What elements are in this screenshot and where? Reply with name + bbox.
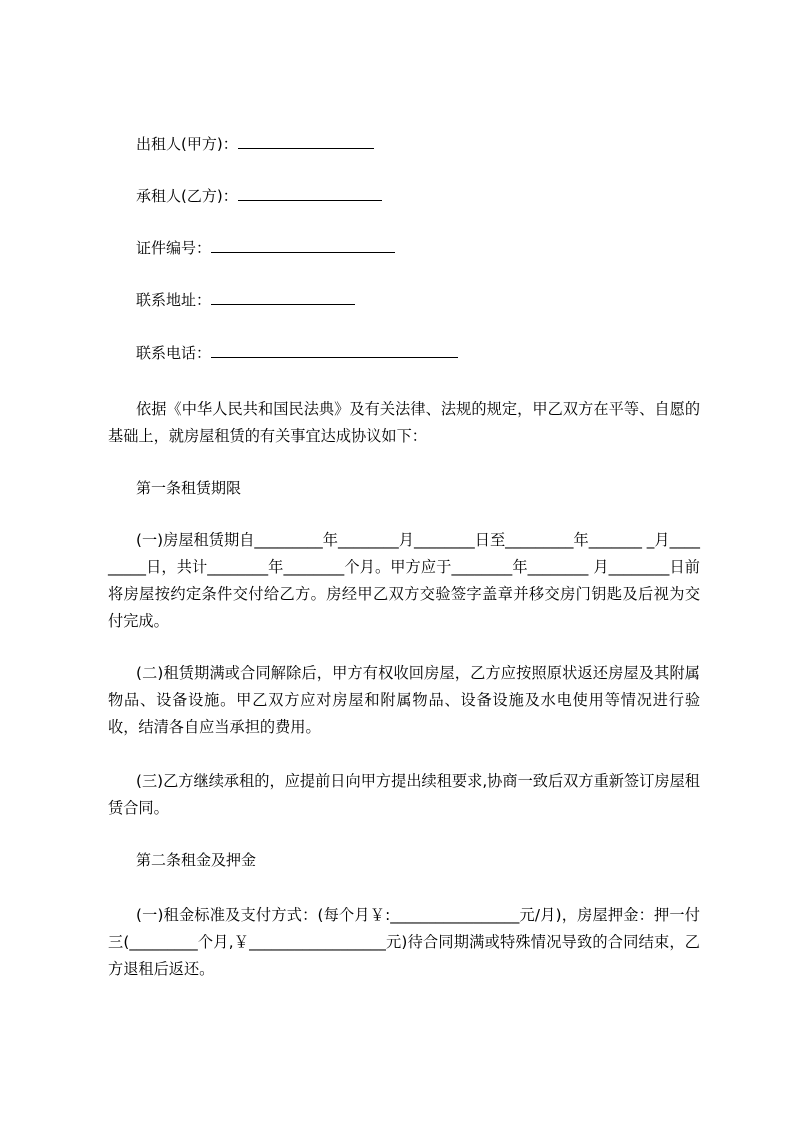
article1-paragraph-3: (三)乙方继续承租的，应提前日向甲方提出续租要求,协商一致后双方重新签订房屋租赁合同。 [108,772,700,817]
phone-line [136,342,458,363]
address-blank[interactable] [211,289,355,305]
lessee-line [136,185,382,206]
id-label: 证件编号： [136,239,212,257]
phone-label: 联系电话： [136,344,212,362]
article1-title: 第一条租赁期限 [136,479,242,497]
intro-paragraph: 依据《中华人民共和国民法典》及有关法律、法规的规定，甲乙双方在平等、自愿的基础上，就房屋租赁的有关事宜达成协议如下： [108,400,700,445]
article2-title: 第二条租金及押金 [136,851,257,869]
address-label: 联系地址： [136,291,212,309]
lessor-blank[interactable] [238,133,374,149]
lessee-blank[interactable] [238,185,382,201]
id-line [136,237,395,258]
lessor-label: 出租人(甲方)： [136,135,238,153]
article1-paragraph-1: (一)房屋租赁期自_________年________月________日至_________年_______ _月_________日，共计________年________个月。甲方应于________年________ 月________日前将房屋按约定条件交付给乙方。房经甲乙双方交验签字盖章并移交房门钥匙及后视为交付完成。 [108,531,700,630]
address-line [136,289,355,310]
lessee-label: 承租人(乙方)： [136,187,238,205]
phone-blank[interactable] [211,342,458,358]
lessor-line [136,133,374,154]
id-blank[interactable] [211,237,395,253]
article2-paragraph-1: (一)租金标准及支付方式：(每个月￥:_________________元/月)，房屋押金：押一付三(_________个月,￥__________________元)待合同期满或特殊情况导致的合同结束，乙方退租后返还。 [108,906,700,978]
article1-paragraph-2: (二)租赁期满或合同解除后，甲方有权收回房屋，乙方应按照原状返还房屋及其附属物品、设备设施。甲乙双方应对房屋和附属物品、设备设施及水电使用等情况进行验收，结清各自应当承担的费用。 [108,664,700,736]
